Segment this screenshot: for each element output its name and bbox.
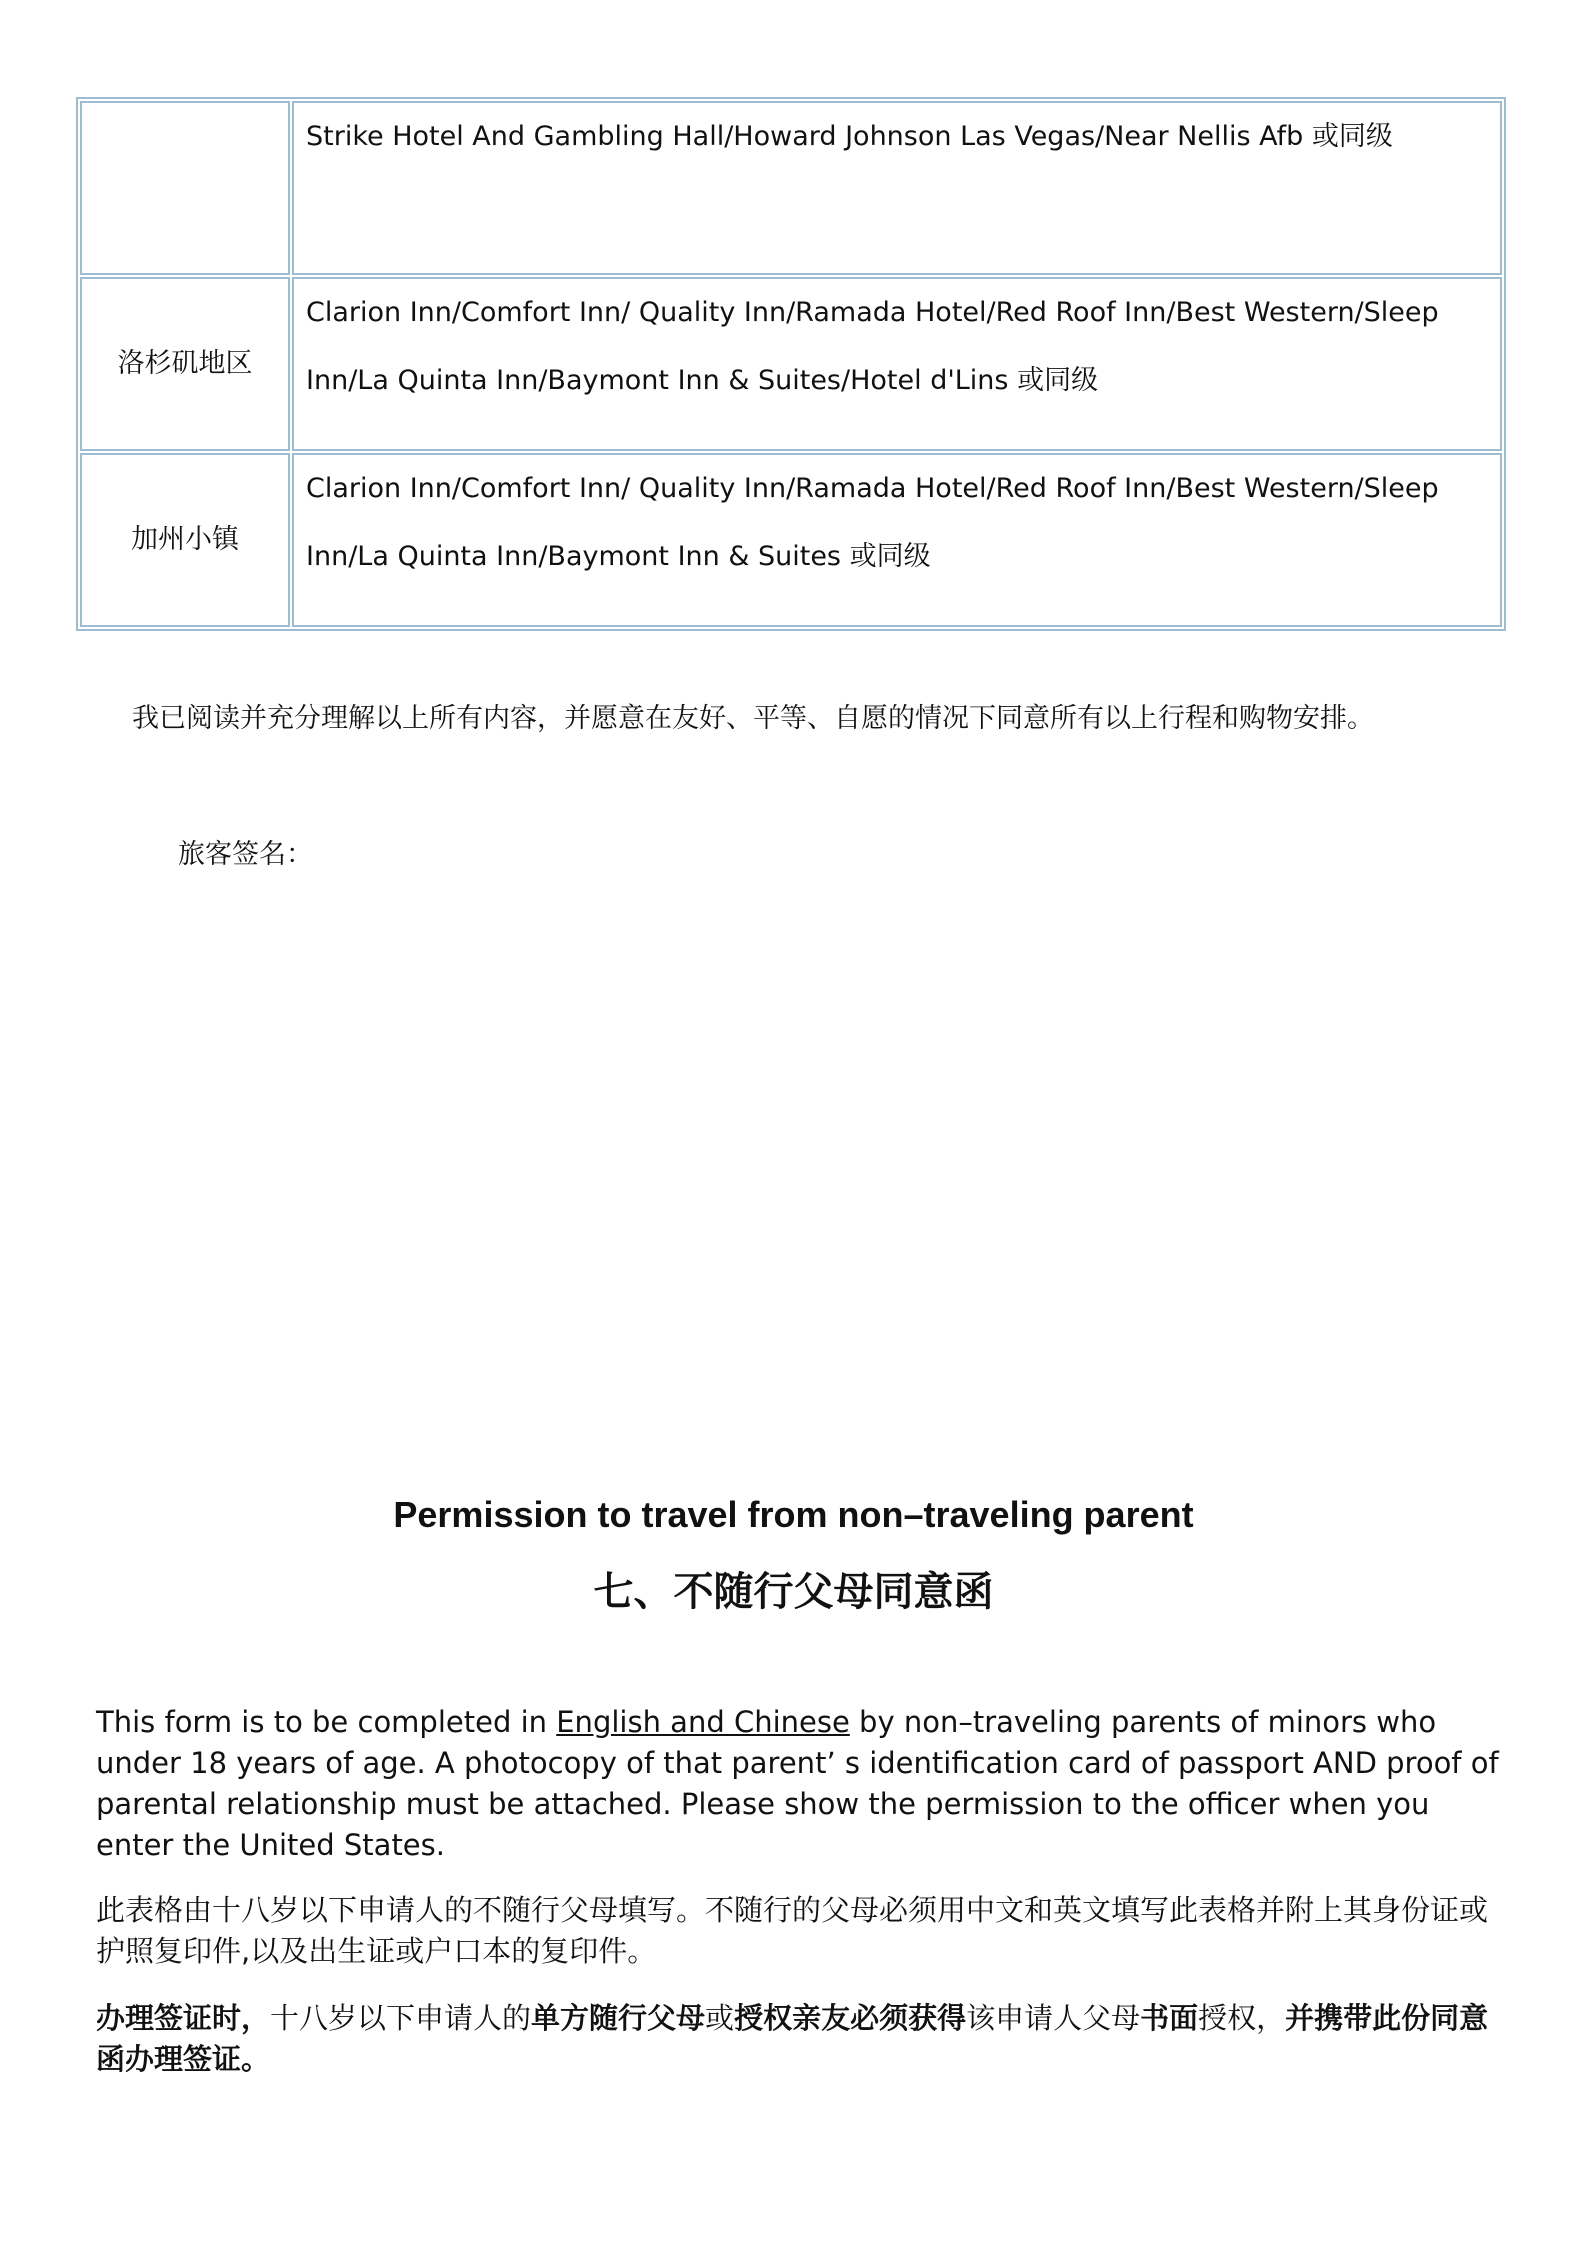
- para3-bold: 授权亲友必须获得: [734, 2001, 967, 2035]
- para3-bold: 并携带此份同意函办理签证。: [96, 2001, 1489, 2076]
- para3-text: 授权，: [1198, 2001, 1286, 2035]
- para1-underlined: English and Chinese: [556, 1705, 850, 1739]
- consent-title-zh: 七、不随行父母同意函: [593, 1569, 994, 1615]
- para1-text: This form is to be completed in: [96, 1705, 557, 1739]
- region-cell: [80, 101, 290, 275]
- para3-bold: 办理签证时，: [96, 2001, 271, 2035]
- region-cell: 洛杉矶地区: [80, 277, 290, 451]
- consent-paragraph-en: [96, 1702, 1506, 1866]
- para3-text: 该申请人父母: [966, 2001, 1141, 2035]
- para3-text: 十八岁以下申请人的: [270, 2001, 532, 2035]
- para3-bold: 书面: [1140, 2001, 1199, 2035]
- table-row: [80, 101, 1502, 275]
- hotel-table: [76, 97, 1506, 631]
- consent-paragraph-zh: 此表格由十八岁以下申请人的不随行父母填写。不随行的父母必须用中文和英文填写此表格并附上其身份证或护照复印件,以及出生证或户口本的复印件。: [96, 1893, 1489, 1968]
- region-cell: 加州小镇: [80, 453, 290, 627]
- hotels-cell: [292, 277, 1502, 451]
- para3-bold: 单方随行父母: [531, 2001, 706, 2035]
- para1-text: by non–traveling parents of minors who under 18 years of age. A photocopy of that parent’ s identification card of passport AND proof of parental relationship must be attached. Please show the permission to the officer when you enter the United States.: [96, 1705, 1499, 1862]
- consent-title-en: Permission to travel from non–traveling parent: [393, 1494, 1194, 1535]
- table-row: [80, 453, 1502, 627]
- para3-text: 或: [705, 2001, 735, 2035]
- hotels-cell: [292, 453, 1502, 627]
- hotels-cell: [292, 101, 1502, 275]
- agreement-statement: 我已阅读并充分理解以上所有内容，并愿意在友好、平等、自愿的情况下同意所有以上行程和购物安排。: [132, 703, 1374, 734]
- hotel-line: Clarion Inn/Comfort Inn/ Quality Inn/Ramada Hotel/Red Roof Inn/Best Western/Sleep: [306, 297, 1439, 328]
- hotel-line: Strike Hotel And Gambling Hall/Howard Johnson Las Vegas/Near Nellis Afb 或同级: [306, 121, 1393, 152]
- hotel-line: Clarion Inn/Comfort Inn/ Quality Inn/Ramada Hotel/Red Roof Inn/Best Western/Sleep: [306, 473, 1439, 504]
- consent-paragraph-visa: [96, 1998, 1506, 2080]
- table-row: [80, 277, 1502, 451]
- signature-label: 旅客签名：: [178, 839, 313, 870]
- hotel-line: Inn/La Quinta Inn/Baymont Inn & Suites/Hotel d'Lins 或同级: [306, 365, 1099, 396]
- hotel-line: Inn/La Quinta Inn/Baymont Inn & Suites 或同级: [306, 541, 931, 572]
